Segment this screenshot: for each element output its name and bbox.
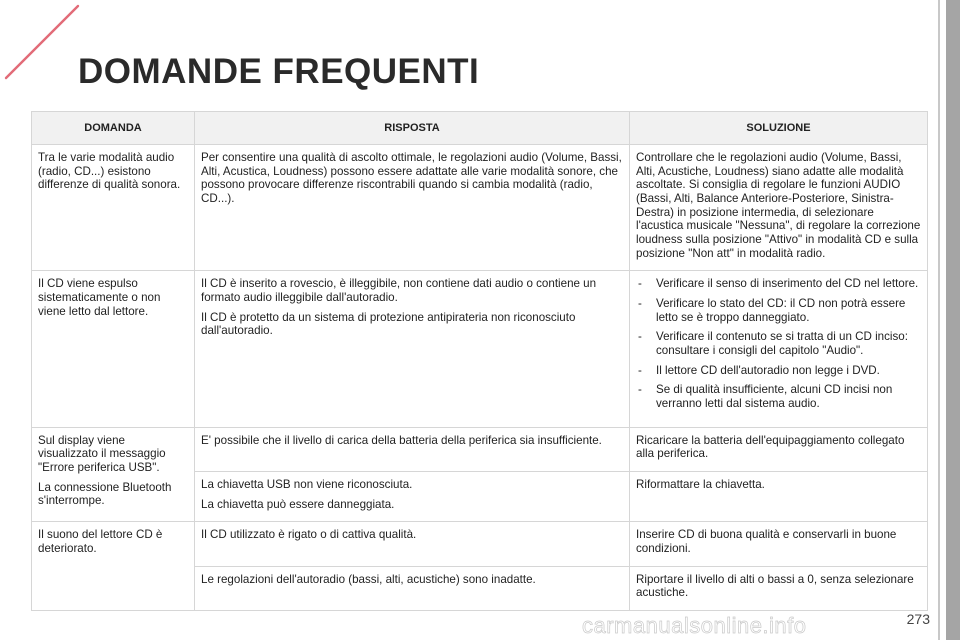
answer-text: Le regolazioni dell'autoradio (bassi, alti, acustiche) sono inadatte.: [201, 572, 536, 586]
header-risposta: RISPOSTA: [195, 112, 630, 145]
question-cell: [32, 427, 195, 522]
answer-text: Il CD utilizzato è rigato o di cattiva qualità.: [201, 528, 417, 542]
answer-text: E' possibile che il livello di carica della batteria della periferica sia insufficiente.: [201, 433, 602, 447]
answer-cell: [195, 427, 630, 471]
question-text: Il CD viene espulso sistematicamente o non viene letto dal lettore.: [38, 277, 161, 318]
table-row: [32, 427, 928, 471]
answer-text: Per consentire una qualità di ascolto ottimale, le regolazioni audio (Volume, Bassi, Alti, Acustica, Loudness) possono essere adattate alle varie modalità sonore, che possono provocare differenze riscontrabili quando si cambia modalità (radio, CD...).: [201, 151, 622, 206]
answer-text: La chiavetta USB non viene riconosciuta.: [201, 478, 413, 492]
solution-list-item: - Verificare il contenuto se si tratta di un CD inciso: consultare i consigli del capitolo "Audio".: [636, 330, 921, 357]
question-cell: [32, 522, 195, 611]
faq-table: [31, 111, 928, 611]
answer-cell: [195, 472, 630, 522]
question-text: Tra le varie modalità audio (radio, CD...) esistono differenze di qualità sonora.: [38, 151, 181, 192]
answer-cell: [195, 522, 630, 566]
table-row: [32, 522, 928, 566]
answer-cell: [195, 145, 630, 271]
question-cell: [32, 271, 195, 427]
solution-text: Riportare il livello di alti o bassi a 0, senza selezionare acustiche.: [636, 572, 914, 600]
question-cell: [32, 145, 195, 271]
answer-cell: [195, 271, 630, 427]
right-edge-line: [938, 0, 940, 640]
solution-list-item: - Se di qualità insufficiente, alcuni CD incisi non verranno letti dal sistema audio.: [636, 383, 921, 410]
solution-text: Riformattare la chiavetta.: [636, 478, 765, 492]
question-text: Il suono del lettore CD è deteriorato.: [38, 528, 163, 556]
solution-cell: [630, 522, 928, 566]
solution-list-item: - Verificare lo stato del CD: il CD non potrà essere letto se è troppo danneggiato.: [636, 297, 921, 324]
solution-cell: [630, 566, 928, 610]
solution-list-item: - Il lettore CD dell'autoradio non legge i DVD.: [636, 364, 921, 378]
question-text: La connessione Bluetooth s'interrompe.: [38, 480, 172, 508]
solution-cell: [630, 145, 928, 271]
solution-cell: [630, 427, 928, 471]
header-soluzione: SOLUZIONE: [630, 112, 928, 145]
solution-text: Controllare che le regolazioni audio (Volume, Bassi, Alti, Acustiche, Loudness) siano adatte alle modalità ascoltate. Si consiglia di regolare le funzioni AUDIO (Bassi, Alti, Balance Anteriore-Posteriore, Sinistra-Destra) in posizione intermedia, di selezionare l'acustica musicale "Nessuna", di regolare la correzione loudness sulla posizione "Attivo" in modalità CD e sulla posizione "Non att" in modalità radio.: [636, 151, 921, 260]
table-header-row: [32, 112, 928, 145]
solution-list: [636, 277, 921, 410]
solution-text: Ricaricare la batteria dell'equipaggiamento collegato alla periferica.: [636, 433, 905, 461]
watermark: carmanualsonline.info: [582, 613, 807, 638]
solution-cell: [630, 271, 928, 427]
solution-list-item: - Verificare il senso di inserimento del CD nel lettore.: [636, 277, 921, 291]
page-title: DOMANDE FREQUENTI: [78, 52, 480, 91]
solution-text: Inserire CD di buona qualità e conservarli in buone condizioni.: [636, 528, 897, 556]
answer-text: Il CD è inserito a rovescio, è illeggibile, non contiene dati audio o contiene un formato audio illeggibile dall'autoradio.: [201, 277, 597, 305]
answer-cell: [195, 566, 630, 610]
table-row: [32, 271, 928, 427]
right-edge-bar: [946, 0, 960, 640]
table-row: [32, 145, 928, 271]
answer-text: La chiavetta può essere danneggiata.: [201, 497, 395, 511]
solution-cell: [630, 472, 928, 522]
question-text: Sul display viene visualizzato il messaggio "Errore periferica USB".: [38, 433, 166, 475]
header-domanda: DOMANDA: [32, 112, 195, 145]
page-number: 273: [906, 611, 930, 627]
answer-text: Il CD è protetto da un sistema di protezione antipirateria non riconosciuto dall'autoradio.: [201, 310, 576, 338]
